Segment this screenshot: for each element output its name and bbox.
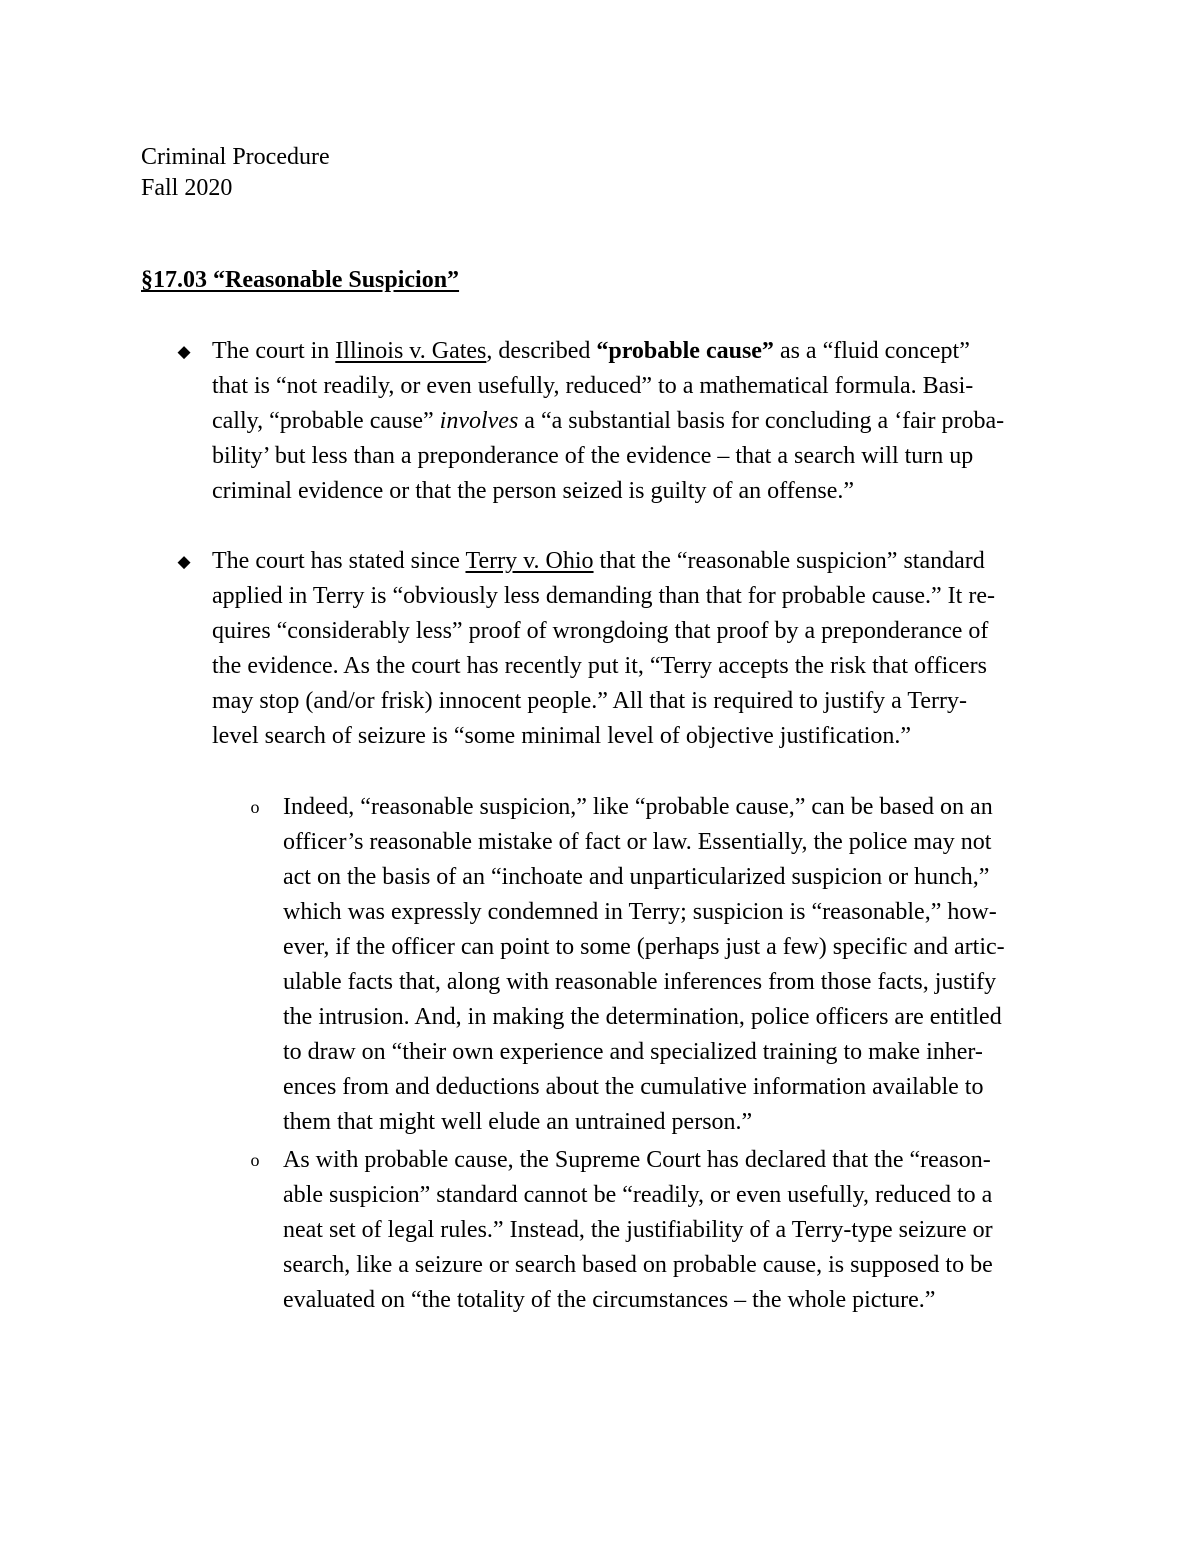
text-line: evaluated on “the totality of the circumstances – the whole picture.” xyxy=(283,1287,936,1313)
text-line: able suspicion” standard cannot be “readily, or even usefully, reduced to a xyxy=(283,1182,993,1208)
text-line: level search of seizure is “some minimal level of objective justification.” xyxy=(212,723,912,749)
text-line: The court has stated since Terry v. Ohio that the “reasonable suspicion” standard xyxy=(212,548,985,574)
text-line: As with probable cause, the Supreme Court has declared that the “reason- xyxy=(283,1147,991,1173)
bullet-item-probable-cause xyxy=(177,334,1072,509)
bold-term-probable-cause: “probable cause” xyxy=(596,338,774,364)
text-line: search, like a seizure or search based on probable cause, is supposed to be xyxy=(283,1252,993,1278)
bullet-item-terry-standard xyxy=(177,544,1072,754)
term-label: Fall 2020 xyxy=(141,175,233,201)
text-line: Indeed, “reasonable suspicion,” like “probable cause,” can be based on an xyxy=(283,794,993,820)
text-line: may stop (and/or frisk) innocent people.” All that is required to justify a Terry- xyxy=(212,688,968,714)
text-line: them that might well elude an untrained person.” xyxy=(283,1109,753,1135)
sub-item-mistake-of-fact xyxy=(250,790,1073,1140)
text-line: ences from and deductions about the cumulative information available to xyxy=(283,1074,984,1100)
text-line: The court in Illinois v. Gates, described “probable cause” as a “fluid concept” xyxy=(212,338,970,364)
text-line: the evidence. As the court has recently put it, “Terry accepts the risk that officers xyxy=(212,653,987,679)
circle-bullet-icon: o xyxy=(250,797,260,817)
text-line: criminal evidence or that the person seized is guilty of an offense.” xyxy=(212,478,854,504)
case-name-terry-v-ohio: Terry v. Ohio xyxy=(465,548,594,574)
text-line: officer’s reasonable mistake of fact or law. Essentially, the police may not xyxy=(283,829,992,855)
document-header xyxy=(141,142,330,204)
section-heading: §17.03 “Reasonable Suspicion” xyxy=(141,267,460,293)
text-line: ever, if the officer can point to some (perhaps just a few) specific and artic- xyxy=(283,934,1005,960)
text-line: applied in Terry is “obviously less demanding than that for probable cause.” It re- xyxy=(212,583,995,609)
text-line: to draw on “their own experience and specialized training to make inher- xyxy=(283,1039,983,1065)
text-line: that is “not readily, or even usefully, reduced” to a mathematical formula. Basi- xyxy=(212,373,974,399)
text-line: bility’ but less than a preponderance of the evidence – that a search will turn up xyxy=(212,443,974,469)
text-line: the intrusion. And, in making the determination, police officers are entitled xyxy=(283,1004,1002,1030)
diamond-bullet-icon: ◆ xyxy=(177,552,191,571)
text-line: ulable facts that, along with reasonable inferences from those facts, justify xyxy=(283,969,997,995)
case-name-illinois-v-gates: Illinois v. Gates xyxy=(335,338,487,364)
circle-bullet-icon: o xyxy=(250,1150,260,1170)
text-line: which was expressly condemned in Terry; suspicion is “reasonable,” how- xyxy=(283,899,997,925)
course-title: Criminal Procedure xyxy=(141,144,330,170)
italic-term-involves: involves xyxy=(439,408,519,434)
diamond-bullet-icon: ◆ xyxy=(177,342,191,361)
text-line: neat set of legal rules.” Instead, the justifiability of a Terry-type seizure or xyxy=(283,1217,993,1243)
text-line: act on the basis of an “inchoate and unparticularized suspicion or hunch,” xyxy=(283,864,990,890)
text-line: quires “considerably less” proof of wrongdoing that proof by a preponderance of xyxy=(212,618,989,644)
sub-item-totality-of-circumstances xyxy=(250,1143,1073,1318)
text-line: cally, “probable cause” involves a “a substantial basis for concluding a ‘fair proba- xyxy=(212,408,1005,434)
